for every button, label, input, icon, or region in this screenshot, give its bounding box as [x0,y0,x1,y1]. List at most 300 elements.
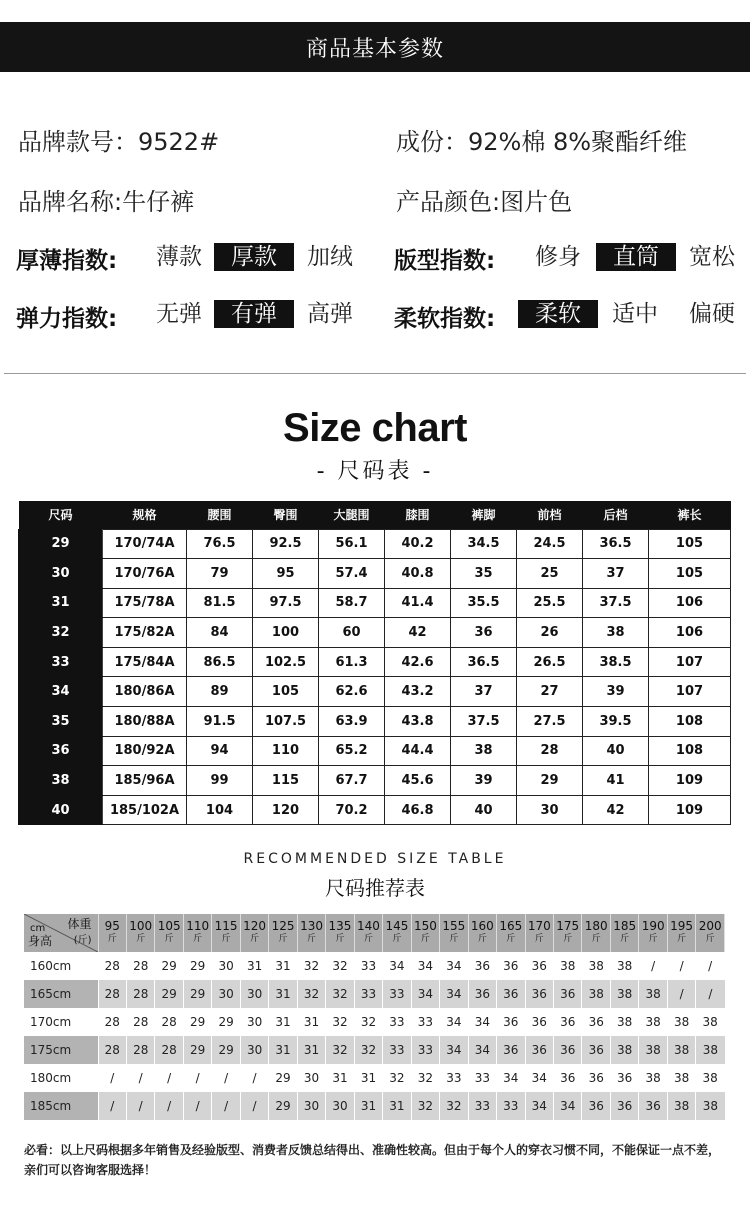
fit-opt-3: 宽松 [689,244,735,270]
thickness-opt-2: 厚款 [214,243,294,271]
measure-cell: 65.2 [319,736,385,766]
measure-cell: 57.4 [319,559,385,589]
measure-cell: 41 [583,766,649,796]
weight-value: 115 [214,919,238,933]
size-row [19,559,731,589]
weight-unit: 斤 [392,934,402,944]
recommend-size-cell: 34 [497,1064,525,1092]
measure-cell: 109 [649,795,731,825]
recommend-row [24,1036,725,1064]
recommend-size-cell: / [155,1064,183,1092]
weight-header [696,914,725,952]
weight-value: 150 [413,919,437,933]
recommend-table [24,914,725,1120]
recommend-size-cell: 34 [411,952,439,980]
weight-header [468,914,496,952]
recommend-size-cell: 29 [212,1036,240,1064]
measure-cell: 29 [517,766,583,796]
measure-cell: 67.7 [319,766,385,796]
measure-cell: 70.2 [319,795,385,825]
recommend-size-cell: 30 [326,1092,354,1120]
weight-value: 180 [584,919,608,933]
measure-cell: 43.2 [385,677,451,707]
recommend-size-cell: 29 [155,952,183,980]
recommend-size-cell: 31 [297,1036,325,1064]
measure-cell: 185/96A [103,766,187,796]
measure-cell: 89 [187,677,253,707]
recommend-size-cell: 30 [297,1092,325,1120]
weight-unit: 斤 [563,934,573,944]
measure-cell: 107.5 [253,707,319,737]
measure-cell: 42 [583,795,649,825]
size-row [19,795,731,825]
measure-cell: 61.3 [319,647,385,677]
height-cell: 165cm [24,980,98,1008]
recommend-size-cell: 29 [212,1008,240,1036]
recommend-size-cell: 33 [497,1092,525,1120]
weight-header [639,914,667,952]
size-row [19,736,731,766]
recommend-size-cell: 33 [411,1008,439,1036]
disclaimer-note: 必看：以上尺码根据多年销售及经验版型、消费者反馈总结得出、准确性较高。但由于每个人的穿衣习惯不同，不能保证一点不差，亲们可以咨询客服选择！ [24,1143,721,1177]
weight-value: 140 [357,919,380,933]
weight-value: 185 [613,919,637,933]
measure-cell: 60 [319,618,385,648]
measure-cell: 76.5 [187,529,253,559]
recommend-size-cell: 29 [183,980,211,1008]
recommend-size-cell: 28 [98,1008,126,1036]
size-cell: 40 [19,795,103,825]
measure-cell: 108 [649,707,731,737]
recommend-size-cell: 30 [212,952,240,980]
recommend-size-cell: / [126,1064,154,1092]
weight-unit: 斤 [278,934,288,944]
weight-header [411,914,439,952]
weight-header [240,914,268,952]
measure-cell: 37.5 [451,707,517,737]
weight-value: 100 [129,919,153,933]
weight-value: 110 [186,919,210,933]
weight-value: 160 [470,919,494,933]
col-header: 裤长 [649,501,731,529]
recommend-size-cell: 36 [497,1036,525,1064]
recommend-size-cell: 32 [326,980,354,1008]
col-header: 规格 [103,501,187,529]
weight-unit: 斤 [335,934,345,944]
recommend-size-cell: 34 [525,1064,553,1092]
recommend-size-cell: 30 [240,1008,268,1036]
recommend-header-row [24,914,725,952]
measure-cell: 42.6 [385,647,451,677]
weight-header [383,914,411,952]
measure-cell: 110 [253,736,319,766]
weight-value: 120 [243,919,267,933]
recommend-size-cell: 36 [497,980,525,1008]
recommend-size-cell: / [98,1092,126,1120]
recommend-size-cell: 34 [468,1036,496,1064]
weight-header [582,914,610,952]
recommend-row [24,1064,725,1092]
recommend-size-cell: 38 [610,980,638,1008]
recommend-size-cell: 30 [212,980,240,1008]
section-header [0,22,750,72]
recommend-size-cell: 38 [667,1036,695,1064]
size-row [19,588,731,618]
recommend-size-cell: 28 [98,952,126,980]
recommend-size-cell: 34 [383,952,411,980]
measure-cell: 27.5 [517,707,583,737]
recommend-size-cell: 36 [582,1008,610,1036]
size-row [19,707,731,737]
recommend-size-cell: 33 [383,1008,411,1036]
weight-value: 200 [698,919,722,933]
recommend-size-cell: 31 [269,1008,297,1036]
recommend-size-cell: 32 [440,1092,468,1120]
height-cell: 175cm [24,1036,98,1064]
recommend-size-cell: 38 [582,952,610,980]
weight-header [610,914,638,952]
measure-cell: 37 [583,559,649,589]
corner-cm: cm [30,923,46,934]
col-header: 大腿围 [319,501,385,529]
recommend-size-cell: 29 [269,1092,297,1120]
size-cell: 35 [19,707,103,737]
measure-cell: 43.8 [385,707,451,737]
measure-cell: 105 [649,559,731,589]
measure-cell: 120 [253,795,319,825]
recommend-size-cell: 34 [554,1092,582,1120]
measure-cell: 40.8 [385,559,451,589]
recommend-size-cell: 36 [554,1064,582,1092]
softness-opt-1: 柔软 [518,300,598,328]
recommend-size-cell: 38 [610,1036,638,1064]
recommend-size-cell: / [183,1064,211,1092]
weight-unit: 斤 [136,934,146,944]
recommend-size-cell: 30 [240,1036,268,1064]
recommend-title-en: RECOMMENDED SIZE TABLE [243,851,507,867]
recommend-size-cell: 32 [326,952,354,980]
recommend-size-cell: 31 [297,1008,325,1036]
recommend-size-cell: 32 [354,1008,382,1036]
measure-cell: 107 [649,647,731,677]
recommend-size-cell: 33 [354,952,382,980]
recommend-title-zh: 尺码推荐表 [325,876,425,900]
weight-unit: 斤 [677,934,687,944]
weight-unit: 斤 [250,934,260,944]
size-cell: 32 [19,618,103,648]
measure-cell: 34.5 [451,529,517,559]
weight-unit: 斤 [477,934,487,944]
thickness-opt-1: 薄款 [156,244,202,270]
recommend-size-cell: 29 [183,1008,211,1036]
size-cell: 29 [19,529,103,559]
height-cell: 170cm [24,1008,98,1036]
measure-cell: 91.5 [187,707,253,737]
size-row [19,677,731,707]
recommend-size-cell: 31 [354,1092,382,1120]
measure-cell: 35.5 [451,588,517,618]
measure-cell: 26 [517,618,583,648]
recommend-size-cell: / [667,952,695,980]
recommend-size-cell: 31 [326,1064,354,1092]
measure-cell: 81.5 [187,588,253,618]
size-cell: 38 [19,766,103,796]
measure-cell: 79 [187,559,253,589]
measure-cell: 39.5 [583,707,649,737]
weight-unit: 斤 [648,934,658,944]
recommend-size-cell: 32 [326,1036,354,1064]
col-header: 腰围 [187,501,253,529]
corner-jin: (斤) [73,935,92,946]
recommend-size-cell: / [183,1092,211,1120]
recommend-size-cell: 38 [610,1008,638,1036]
recommend-size-cell: 33 [354,980,382,1008]
recommend-size-cell: 33 [411,1036,439,1064]
recommend-size-cell: / [667,980,695,1008]
section-title: 商品基本参数 [305,36,444,62]
weight-value: 190 [641,919,665,933]
weight-unit: 斤 [705,934,715,944]
size-cell: 36 [19,736,103,766]
measure-cell: 106 [649,618,731,648]
recommend-size-cell: 29 [183,952,211,980]
size-chart-title: Size chart [283,406,467,450]
weight-unit: 斤 [107,934,117,944]
recommend-size-cell: 38 [696,1064,725,1092]
measure-cell: 24.5 [517,529,583,559]
measure-cell: 105 [253,677,319,707]
recommend-size-cell: 38 [696,1092,725,1120]
recommend-size-cell: 28 [155,1036,183,1064]
recommend-size-cell: / [696,952,725,980]
measure-cell: 108 [649,736,731,766]
weight-header [126,914,154,952]
recommend-size-cell: / [126,1092,154,1120]
recommend-size-cell: 28 [126,1036,154,1064]
brand-name: 品牌名称:牛仔裤 [18,188,195,216]
fit-opt-2: 直筒 [596,243,676,271]
measure-cell: 86.5 [187,647,253,677]
recommend-size-cell: 28 [98,1036,126,1064]
recommend-size-cell: 36 [610,1064,638,1092]
recommend-size-cell: 33 [383,980,411,1008]
recommend-size-cell: 34 [411,980,439,1008]
recommend-size-cell: 36 [468,980,496,1008]
recommend-size-cell: 30 [297,1064,325,1092]
recommend-size-cell: 38 [667,1064,695,1092]
measure-cell: 40 [451,795,517,825]
measure-cell: 30 [517,795,583,825]
measure-cell: 105 [649,529,731,559]
recommend-size-cell: 32 [326,1008,354,1036]
weight-unit: 斤 [193,934,203,944]
recommend-size-cell: / [240,1092,268,1120]
recommend-size-cell: 31 [240,952,268,980]
recommend-size-cell: 36 [554,1008,582,1036]
recommend-size-cell: 36 [639,1092,667,1120]
weight-value: 175 [556,919,580,933]
recommend-size-cell: / [212,1064,240,1092]
recommend-size-cell: 36 [582,1092,610,1120]
weight-header [440,914,468,952]
recommend-row [24,980,725,1008]
measure-cell: 94 [187,736,253,766]
weight-unit: 斤 [307,934,317,944]
measure-cell: 37 [451,677,517,707]
composition: 成份：92%棉 8%聚酯纤维 [396,128,688,156]
stretch-opt-1: 无弹 [156,301,202,327]
recommend-size-cell: 38 [582,980,610,1008]
weight-header [98,914,126,952]
corner-height: 身高 [28,934,53,948]
measure-cell: 180/92A [103,736,187,766]
size-row [19,618,731,648]
recommend-size-cell: 38 [667,1092,695,1120]
measure-cell: 170/76A [103,559,187,589]
height-cell: 185cm [24,1092,98,1120]
weight-unit: 斤 [221,934,231,944]
weight-value: 135 [328,919,352,933]
measure-cell: 175/84A [103,647,187,677]
recommend-size-cell: 38 [639,1064,667,1092]
recommend-size-cell: 36 [525,1008,553,1036]
size-chart-header-row [19,501,731,529]
height-cell: 160cm [24,952,98,980]
measure-cell: 27 [517,677,583,707]
measure-cell: 44.4 [385,736,451,766]
recommend-size-cell: 34 [468,1008,496,1036]
recommend-size-cell: 29 [183,1036,211,1064]
weight-header [525,914,553,952]
product-color: 产品颜色:图片色 [396,188,573,216]
recommend-size-cell: / [639,952,667,980]
recommend-size-cell: 32 [411,1092,439,1120]
weight-value: 195 [670,919,694,933]
recommend-size-cell: 36 [497,1008,525,1036]
recommend-size-cell: 38 [639,980,667,1008]
recommend-size-cell: 36 [525,980,553,1008]
weight-unit: 斤 [449,934,459,944]
measure-cell: 180/88A [103,707,187,737]
weight-header [554,914,582,952]
recommend-row [24,1092,725,1120]
size-chart-subtitle: - 尺码表 - [316,459,434,484]
measure-cell: 84 [187,618,253,648]
fit-label: 版型指数: [394,248,496,274]
fit-opt-1: 修身 [535,244,581,270]
measure-cell: 180/86A [103,677,187,707]
weight-value: 105 [157,919,181,933]
recommend-size-cell: 28 [155,1008,183,1036]
size-cell: 30 [19,559,103,589]
weight-unit: 斤 [620,934,630,944]
measure-cell: 95 [253,559,319,589]
weight-header [269,914,297,952]
recommend-size-cell: 31 [383,1092,411,1120]
size-cell: 31 [19,588,103,618]
measure-cell: 25 [517,559,583,589]
measure-cell: 92.5 [253,529,319,559]
measure-cell: 99 [187,766,253,796]
recommend-size-cell: 32 [411,1064,439,1092]
measure-cell: 37.5 [583,588,649,618]
measure-cell: 41.4 [385,588,451,618]
measure-cell: 28 [517,736,583,766]
recommend-size-cell: 32 [297,980,325,1008]
recommend-size-cell: 38 [639,1008,667,1036]
size-row [19,647,731,677]
recommend-size-cell: 29 [155,980,183,1008]
measure-cell: 100 [253,618,319,648]
recommend-size-cell: 34 [440,1008,468,1036]
weight-value: 165 [499,919,523,933]
style-number: 品牌款号：9522# [18,128,220,156]
col-header: 臀围 [253,501,319,529]
stretch-opt-2: 有弹 [214,300,294,328]
measure-cell: 170/74A [103,529,187,559]
thickness-opt-3: 加绒 [307,244,353,270]
recommend-size-cell: 28 [126,1008,154,1036]
measure-cell: 35 [451,559,517,589]
measure-cell: 46.8 [385,795,451,825]
softness-opt-2: 适中 [612,301,658,327]
recommend-size-cell: 28 [126,952,154,980]
recommend-size-cell: 36 [554,980,582,1008]
recommend-size-cell: 31 [269,952,297,980]
recommend-size-cell: 36 [582,1036,610,1064]
stretch-opt-3: 高弹 [307,301,353,327]
weight-unit: 斤 [534,934,544,944]
weight-unit: 斤 [506,934,516,944]
recommend-size-cell: / [212,1092,240,1120]
measure-cell: 185/102A [103,795,187,825]
measure-cell: 62.6 [319,677,385,707]
recommend-size-cell: 29 [269,1064,297,1092]
recommend-size-cell: 34 [440,952,468,980]
measure-cell: 63.9 [319,707,385,737]
col-header: 前档 [517,501,583,529]
recommend-size-cell: / [240,1064,268,1092]
measure-cell: 36.5 [451,647,517,677]
measure-cell: 175/82A [103,618,187,648]
divider [4,373,746,374]
size-row [19,766,731,796]
col-header: 膝围 [385,501,451,529]
measure-cell: 40 [583,736,649,766]
size-cell: 34 [19,677,103,707]
recommend-size-cell: 33 [468,1092,496,1120]
recommend-size-cell: 34 [525,1092,553,1120]
weight-value: 170 [527,919,551,933]
recommend-size-cell: 28 [126,980,154,1008]
col-header: 尺码 [19,501,103,529]
recommend-size-cell: 36 [610,1092,638,1120]
recommend-size-cell: 33 [468,1064,496,1092]
recommend-size-cell: 34 [440,1036,468,1064]
recommend-size-cell: 38 [610,952,638,980]
recommend-size-cell: 31 [354,1064,382,1092]
weight-value: 95 [104,919,120,933]
weight-unit: 斤 [363,934,373,944]
weight-value: 130 [300,919,323,933]
corner-cell [24,914,98,952]
recommend-size-cell: / [155,1092,183,1120]
recommend-size-cell: 36 [554,1036,582,1064]
col-header: 后档 [583,501,649,529]
recommend-size-cell: 36 [468,952,496,980]
recommend-size-cell: / [696,980,725,1008]
weight-header [212,914,240,952]
